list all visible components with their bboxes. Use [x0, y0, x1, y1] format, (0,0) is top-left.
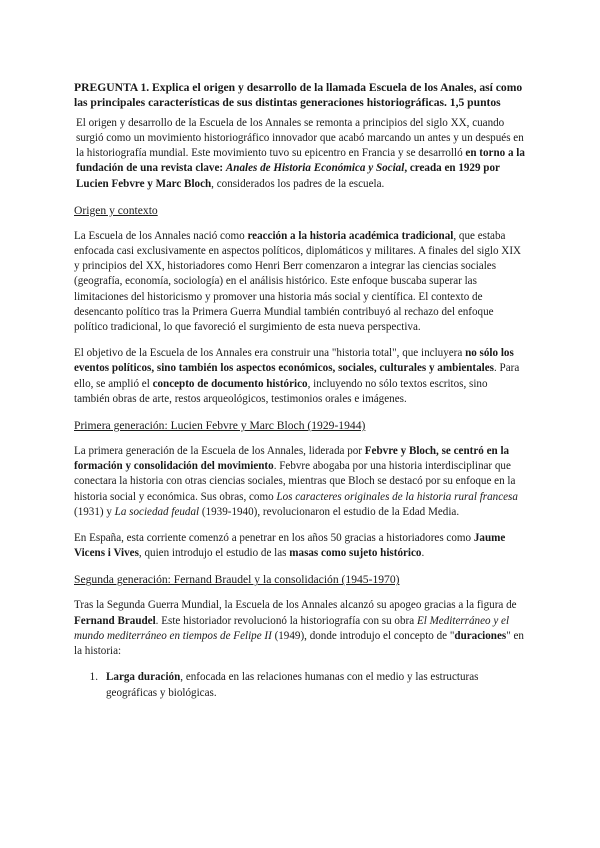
- text: En España, esta corriente comenzó a penetrar en los años 50 gracias a historiadores como: [74, 532, 474, 545]
- text: La primera generación de la Escuela de los Annales, liderada por: [74, 445, 365, 458]
- intro-bold-founders: , creada en 1929 por Lucien Febvre y Marc Bloch: [76, 162, 500, 190]
- duraciones-list: [74, 670, 526, 700]
- text: . Este historiador revolucionó la historiografía con su obra: [155, 614, 417, 627]
- paragraph-primera-1: [74, 444, 526, 520]
- text: (1939-1940), revolucionaron el estudio de la Edad Media.: [199, 505, 460, 518]
- section-heading-origen: Origen y contexto: [74, 203, 158, 217]
- bold-text: concepto de documento histórico: [152, 377, 308, 390]
- question-heading: PREGUNTA 1. Explica el origen y desarrollo de la llamada Escuela de los Anales, así como las principales características de sus distintas generaciones historiográficas. 1,5 puntos: [74, 81, 523, 110]
- journal-title: Anales de Historia Económica y Social: [225, 162, 405, 175]
- text: La Escuela de los Annales nació como: [74, 229, 248, 242]
- intro-text-end: , considerados los padres de la escuela.: [211, 177, 385, 190]
- intro-paragraph: [76, 116, 526, 192]
- bold-text: Fernand Braudel: [74, 614, 156, 627]
- text: El objetivo de la Escuela de los Annales era construir una "historia total", que incluyera: [74, 347, 466, 360]
- paragraph-origen-2: [74, 346, 526, 407]
- bold-text: Febvre y Bloch, se centró en la formación y consolidación del movimiento: [74, 445, 510, 473]
- text: , quien introdujo el estudio de las: [138, 547, 290, 560]
- text: Tras la Segunda Guerra Mundial, la Escuela de los Annales alcanzó su apogeo gracias a la figura de: [74, 599, 517, 612]
- list-number: 1.: [89, 671, 98, 684]
- text: , que estaba enfocada casi exclusivamente en aspectos políticos, diplomáticos y militares. A finales del siglo XIX y principios del XX, historiadores como Henri Berr comenzaron a integrar las ciencias sociales (geografía, economía, sociología) en el análisis histórico. Este enfoque buscaba superar las limitaciones del historicismo y promover una historia más social y científica. El contexto de desencanto político tras la Primera Guerra Mundial también contribuyó al rechazo del enfoque político tradicional, lo que favoreció el surgimiento de esta nueva perspectiva.: [74, 229, 522, 334]
- book-title: La sociedad feudal: [114, 505, 200, 518]
- text: (1931) y: [74, 505, 115, 518]
- section-heading-primera-generacion: Primera generación: Lucien Febvre y Marc Bloch (1929-1944): [74, 419, 366, 433]
- text: . Febvre abogaba por una historia interdisciplinar que conectara la historia con otras ciencias sociales, mientras que Bloch se destacó por su enfoque en la historia social y económica. Sus obras, como: [74, 460, 516, 503]
- paragraph-origen-1: [74, 229, 526, 335]
- paragraph-primera-2: [74, 531, 526, 561]
- bold-text: Jaume Vicens i Vives: [74, 532, 506, 560]
- text: .: [421, 547, 425, 560]
- section-heading-segunda-generacion: Segunda generación: Fernand Braudel y la consolidación (1945-1970): [74, 573, 400, 587]
- intro-text: El origen y desarrollo de la Escuela de los Annales se remonta a principios del siglo XX, cuando surgió como un movimiento historiográfico innovador que acabó marcando un antes y un después en la historiografía mundial. Este movimiento tuvo su epicentro en Francia y se desarrolló: [76, 116, 524, 160]
- book-title: El Mediterráneo y el mundo mediterráneo en tiempos de Felipe II: [74, 614, 510, 642]
- paragraph-segunda-1: [74, 598, 526, 659]
- bold-text: no sólo los eventos políticos, sino también los aspectos económicos, sociales, culturales y ambientales: [74, 347, 514, 375]
- bold-text: duraciones: [454, 629, 507, 642]
- document-body: [74, 80, 526, 701]
- list-item: [74, 670, 526, 700]
- bold-text: reacción a la historia académica tradicional: [247, 229, 454, 242]
- text: . Para ello, se amplió el: [74, 362, 520, 390]
- text: , enfocada en las relaciones humanas con el medio y las estructuras geográficas y biológicas.: [106, 671, 479, 699]
- intro-bold: en torno a la fundación de una revista clave:: [76, 147, 525, 175]
- text: , incluyendo no sólo textos escritos, sino también obras de arte, restos arqueológicos, testimonios orales e imágenes.: [74, 377, 488, 405]
- bold-text: masas como sujeto histórico: [289, 547, 422, 560]
- text: (1949), donde introdujo el concepto de ": [271, 629, 455, 642]
- list-item-text: [106, 670, 526, 700]
- book-title: Los caracteres originales de la historia rural francesa: [276, 490, 518, 503]
- bold-text: Larga duración: [106, 671, 181, 684]
- text: " en la historia:: [74, 629, 524, 658]
